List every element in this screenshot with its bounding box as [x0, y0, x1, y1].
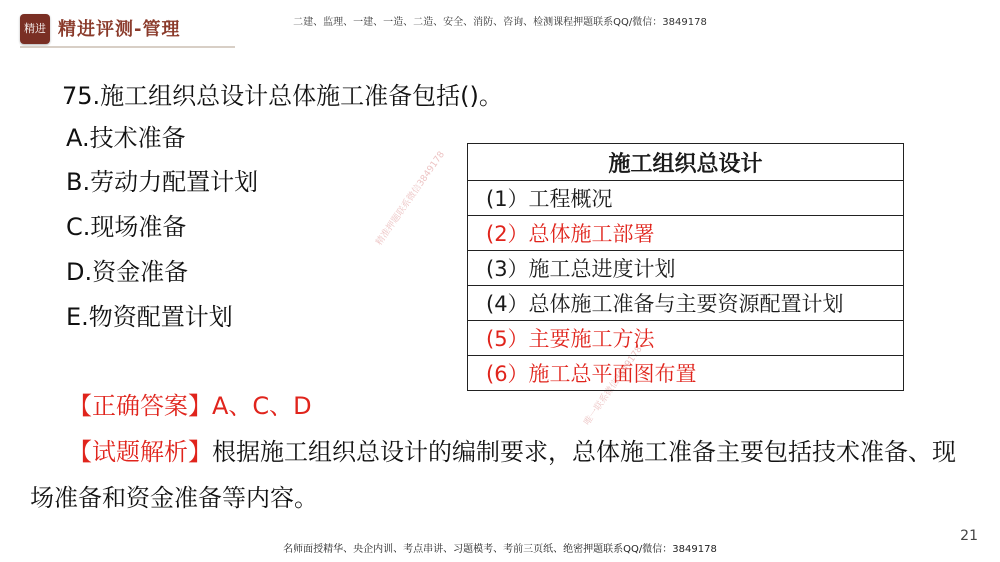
brand-divider: [20, 46, 235, 48]
analysis-text: 根据施工组织总设计的编制要求，总体施工准备主要包括技术准备、现场准备和资金准备等内容。: [30, 438, 956, 512]
table-row: (2）总体施工部署: [468, 216, 904, 251]
watermark: 唯一联系微信3849178: [582, 344, 645, 428]
option-c: C.现场准备: [66, 213, 187, 241]
watermark: 精准押题联系微信3849178: [374, 149, 447, 248]
brand-logo: 精进: [20, 14, 50, 44]
correct-answer: 【正确答案】A、C、D: [68, 392, 312, 420]
brand-name: 精进评测-管理: [58, 19, 181, 40]
footer-note: 名师面授精华、央企内训、考点串讲、习题模考、考前三页纸、绝密押题联系QQ/微信：3849178: [283, 544, 717, 555]
question-text: 75.施工组织总设计总体施工准备包括()。: [62, 82, 503, 110]
option-b: B.劳动力配置计划: [66, 168, 259, 196]
analysis-tag: 【试题解析】: [68, 438, 212, 466]
page-number: 21: [960, 528, 978, 544]
option-e: E.物资配置计划: [66, 303, 233, 331]
table-row: (3）施工总进度计划: [468, 251, 904, 286]
option-d: D.资金准备: [66, 258, 189, 286]
table-row: (1）工程概况: [468, 181, 904, 216]
option-a: A.技术准备: [66, 124, 186, 152]
analysis: [30, 429, 965, 521]
table-row: (6）施工总平面图布置: [468, 356, 904, 391]
table-row: (5）主要施工方法: [468, 321, 904, 356]
reference-table: [467, 143, 904, 391]
table-header: 施工组织总设计: [468, 144, 904, 181]
table-row: (4）总体施工准备与主要资源配置计划: [468, 286, 904, 321]
header-note: 二建、监理、一建、一造、二造、安全、消防、咨询、检测课程押题联系QQ/微信：3849178: [293, 17, 707, 28]
